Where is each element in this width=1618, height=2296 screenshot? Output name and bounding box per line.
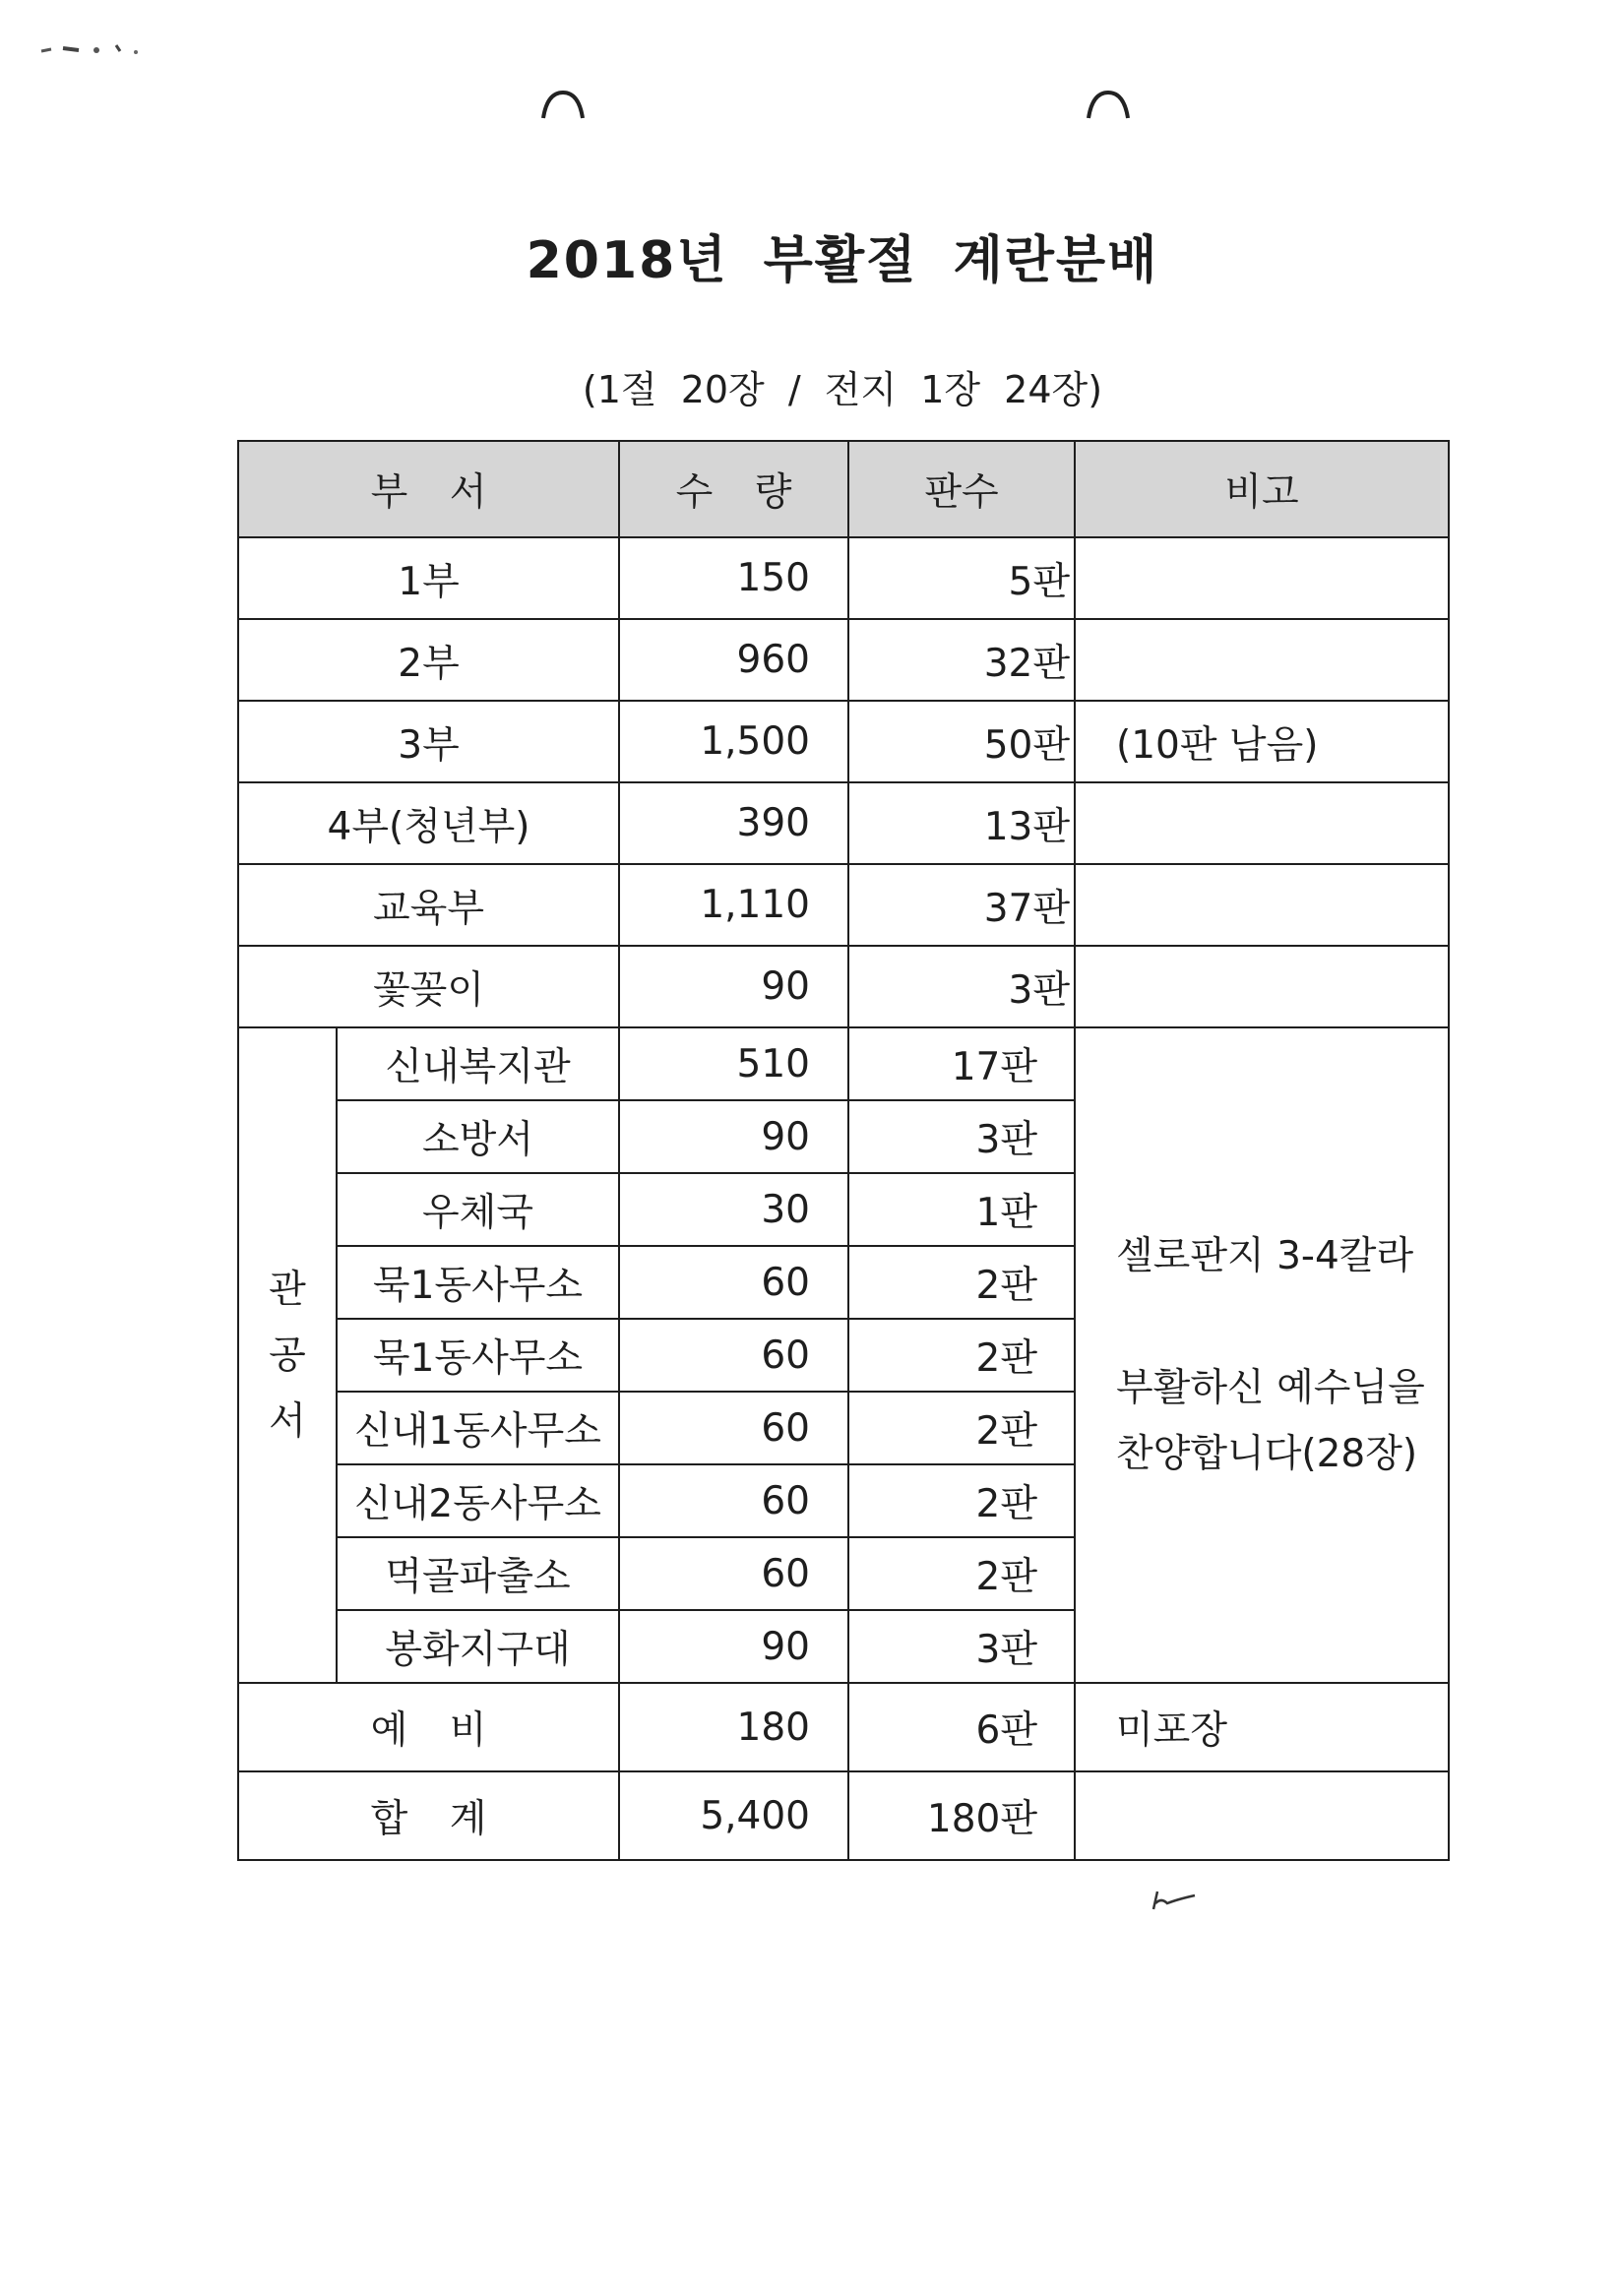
sheets-cell: 1판 [848,1173,1075,1246]
quantity-cell: 90 [619,1100,848,1173]
quantity-cell: 30 [619,1173,848,1246]
department-cell: 신내2동사무소 [337,1464,619,1537]
sheets-cell: 13판 [848,782,1075,864]
header-sheets: 판수 [848,441,1075,537]
remarks-cell: (10판 남음) [1075,701,1449,782]
remarks-cell [1075,946,1449,1027]
quantity-cell: 960 [619,619,848,701]
sheets-cell: 2판 [848,1537,1075,1610]
remarks-line: 셀로판지 3-4칼라 [1116,1234,1414,1278]
remarks-cell [1075,864,1449,946]
egg-distribution-table [237,440,1450,1861]
remarks-cell [1075,537,1449,619]
table-row [238,864,1449,946]
quantity-cell: 390 [619,782,848,864]
sheets-cell: 5판 [848,537,1075,619]
table-row [238,537,1449,619]
table-row [238,946,1449,1027]
remarks-line: 부활하신 예수님을 [1116,1366,1425,1410]
remarks-line: 찬양합니다(28장) [1116,1432,1418,1476]
sheets-cell: 2판 [848,1319,1075,1392]
department-cell: 묵1동사무소 [337,1319,619,1392]
sheets-cell: 32판 [848,619,1075,701]
department-cell: 신내복지관 [337,1027,619,1100]
sheets-cell: 3판 [848,1100,1075,1173]
department-cell: 합 계 [238,1771,619,1860]
header-remarks: 비고 [1075,441,1449,537]
sheets-cell: 2판 [848,1392,1075,1464]
quantity-cell: 150 [619,537,848,619]
department-cell: 예 비 [238,1683,619,1771]
quantity-cell: 1,110 [619,864,848,946]
quantity-cell: 5,400 [619,1771,848,1860]
remarks-cell [1075,782,1449,864]
header-department: 부 서 [238,441,619,537]
header-quantity: 수 량 [619,441,848,537]
department-cell: 꽃꽂이 [238,946,619,1027]
sheets-cell: 180판 [848,1771,1075,1860]
department-cell: 2부 [238,619,619,701]
pen-mark [1148,1888,1199,1913]
remarks-cell [1075,1771,1449,1860]
table-row [238,1027,1449,1100]
quantity-cell: 60 [619,1392,848,1464]
department-cell: 우체국 [337,1173,619,1246]
sheets-cell: 50판 [848,701,1075,782]
department-cell: 1부 [238,537,619,619]
table-row [238,782,1449,864]
quantity-cell: 60 [619,1464,848,1537]
quantity-cell: 60 [619,1319,848,1392]
sheets-cell: 2판 [848,1464,1075,1537]
public-office-group-cell [238,1027,337,1683]
quantity-cell: 60 [619,1246,848,1319]
department-cell: 소방서 [337,1100,619,1173]
quantity-cell: 90 [619,946,848,1027]
public-office-group-label: 관공서 [269,1267,306,1444]
table-row [238,701,1449,782]
sheets-cell: 2판 [848,1246,1075,1319]
document-title: 2018년 부활절 계란분배 [526,231,1159,290]
quantity-cell: 90 [619,1610,848,1683]
department-cell: 먹골파출소 [337,1537,619,1610]
table-header-row [238,441,1449,537]
scan-speck-marks [39,39,142,59]
sheets-cell: 17판 [848,1027,1075,1100]
total-row [238,1771,1449,1860]
reserve-row [238,1683,1449,1771]
document-subtitle: (1절 20장 / 전지 1장 24장) [582,368,1103,411]
sheets-cell: 37판 [848,864,1075,946]
quantity-cell: 180 [619,1683,848,1771]
table-row [238,619,1449,701]
public-office-remarks-cell [1075,1027,1449,1683]
sheets-cell: 3판 [848,1610,1075,1683]
remarks-cell: 미포장 [1075,1683,1449,1771]
department-cell: 봉화지구대 [337,1610,619,1683]
quantity-cell: 1,500 [619,701,848,782]
punch-hole-mark [539,89,587,120]
sheets-cell: 6판 [848,1683,1075,1771]
department-cell: 신내1동사무소 [337,1392,619,1464]
department-cell: 교육부 [238,864,619,946]
punch-hole-mark [1085,89,1132,120]
quantity-cell: 510 [619,1027,848,1100]
department-cell: 묵1동사무소 [337,1246,619,1319]
remarks-cell [1075,619,1449,701]
department-cell: 4부(청년부) [238,782,619,864]
department-cell: 3부 [238,701,619,782]
quantity-cell: 60 [619,1537,848,1610]
sheets-cell: 3판 [848,946,1075,1027]
